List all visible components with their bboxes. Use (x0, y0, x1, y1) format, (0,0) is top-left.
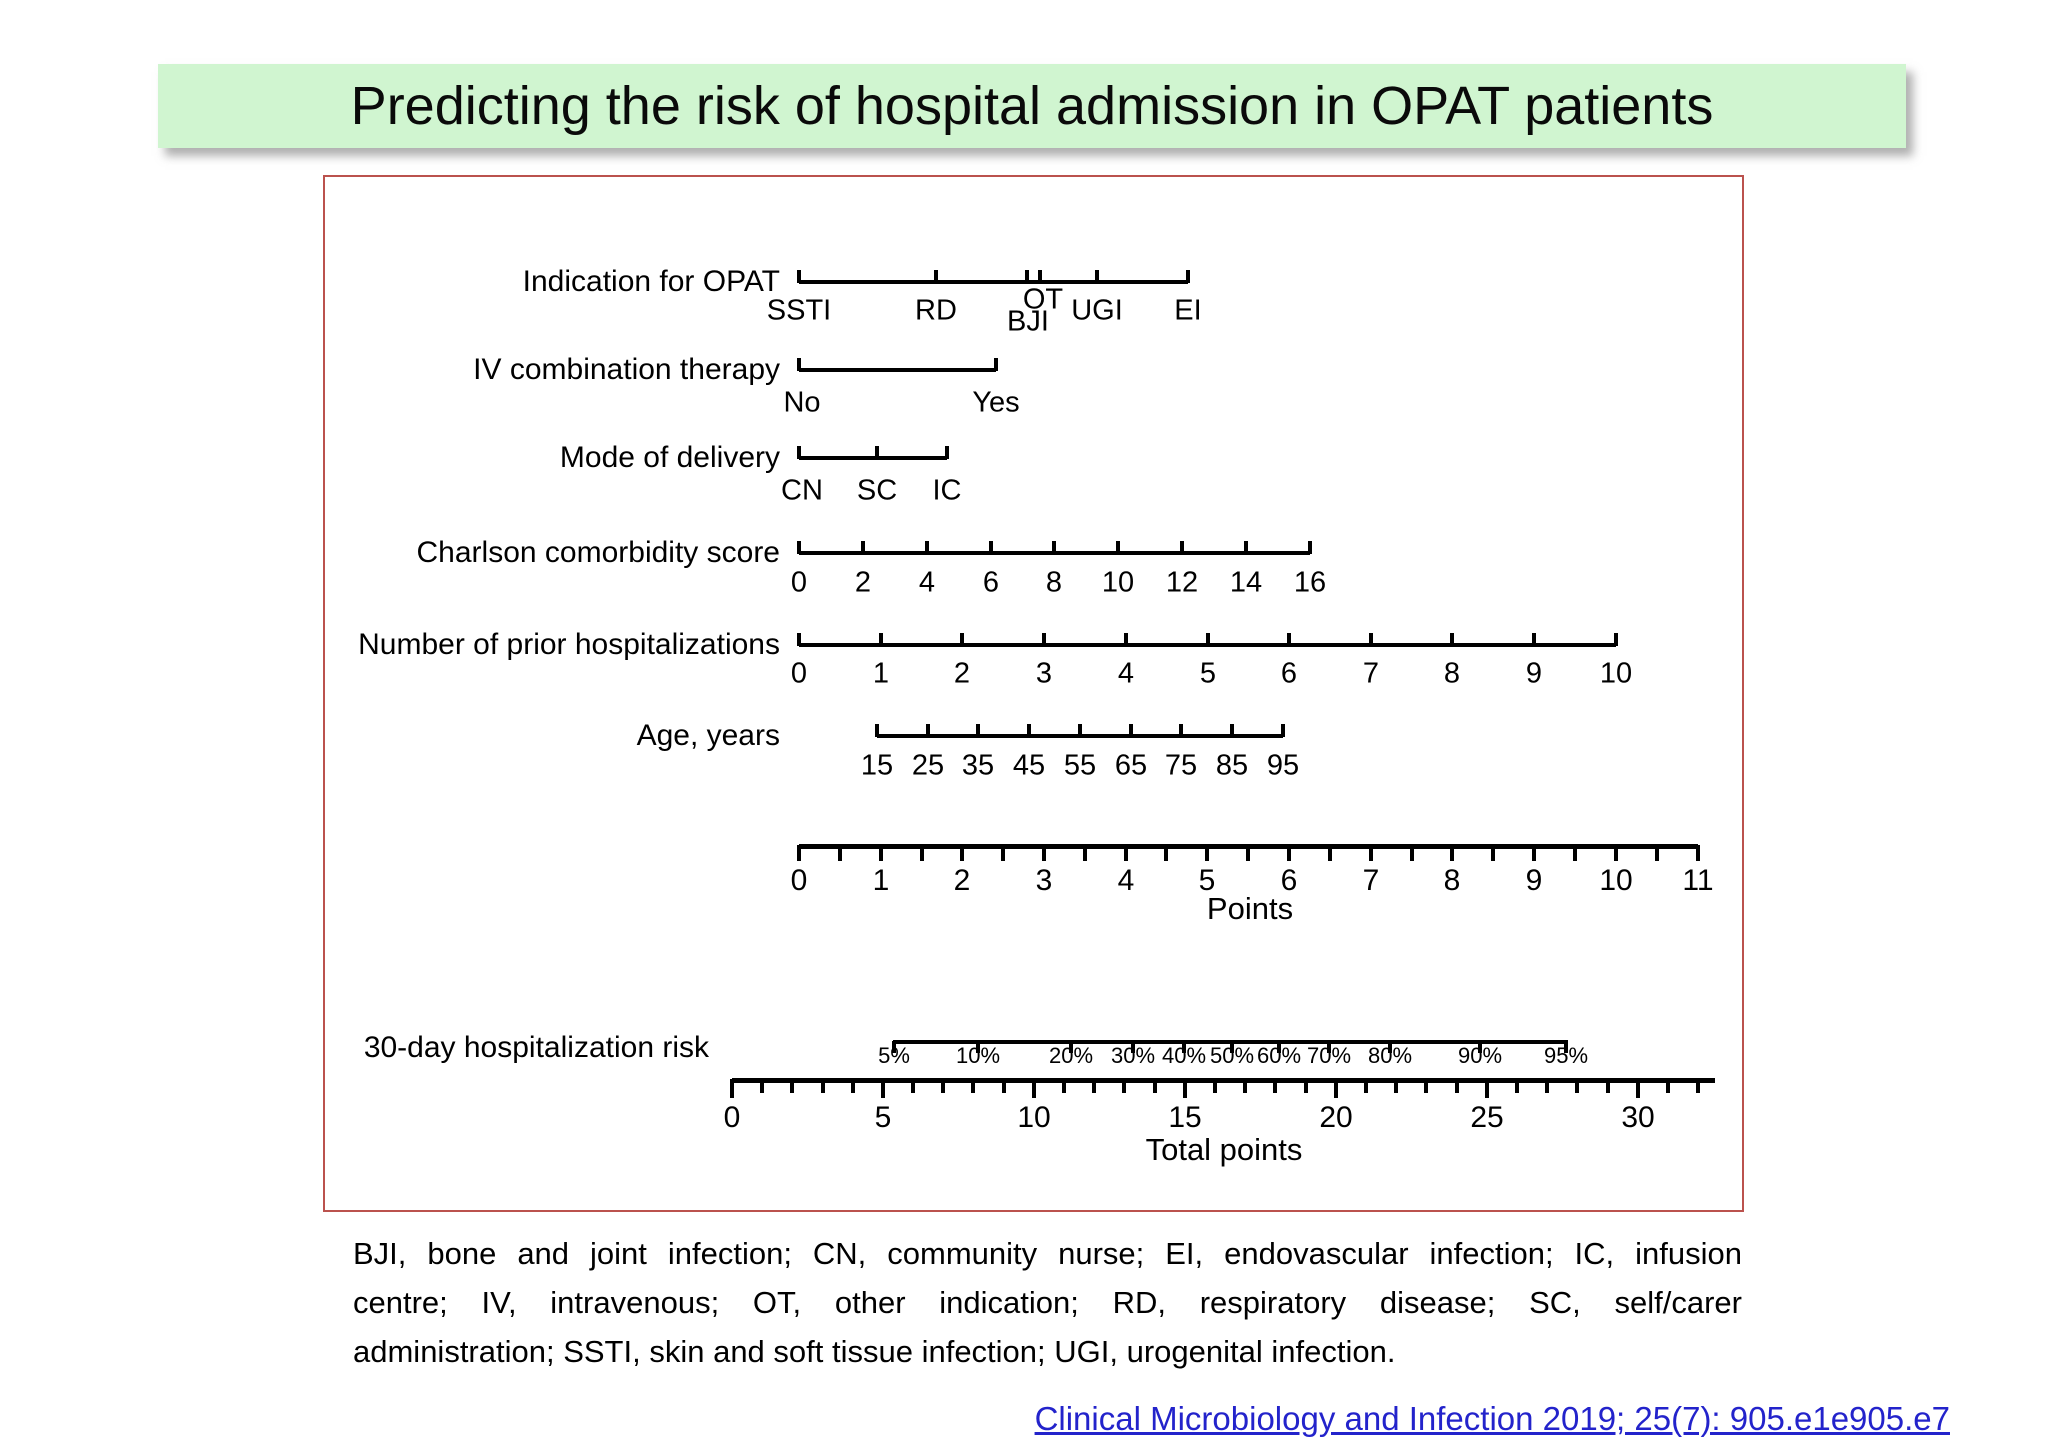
axis-prior-hospitalizations-tick (1206, 633, 1210, 646)
axis-total-points-tick (911, 1079, 915, 1093)
axis-risk-tick-label: 90% (1457, 1043, 1503, 1068)
axis-total-points-tick (1153, 1079, 1157, 1093)
axis-risk-tick-label: 70% (1306, 1043, 1352, 1068)
axis-prior-hospitalizations-tick (1042, 633, 1046, 646)
axis-points-tick-label: 1 (872, 864, 890, 897)
footnote-line: centre; IV, intravenous; OT, other indication; RD, respiratory disease; SC, self/carer (353, 1285, 1742, 1320)
axis-age-years-tick (1129, 724, 1133, 737)
axis-age-years-tick (1078, 724, 1082, 737)
axis-total-points-tick (1515, 1079, 1519, 1093)
axis-prior-hospitalizations-tick-label: 1 (872, 657, 890, 690)
axis-points-tick-label: 6 (1280, 864, 1298, 897)
axis-indication-tick (1038, 270, 1042, 283)
axis-indication-row-label: Indication for OPAT (522, 265, 780, 298)
axis-total-points-tick (1606, 1079, 1610, 1093)
axis-charlson-score-tick-label: 12 (1165, 566, 1199, 599)
axis-total-points-tick (1183, 1079, 1187, 1098)
axis-age-years-tick-label: 75 (1164, 749, 1198, 782)
axis-points-tick-label: 5 (1198, 864, 1216, 897)
axis-risk-tick-label: 30% (1110, 1043, 1156, 1068)
axis-total-points-tick (1122, 1079, 1126, 1093)
axis-total-points-tick (1575, 1079, 1579, 1093)
axis-total-points-tick (1636, 1079, 1640, 1098)
axis-charlson-score-tick-label: 4 (918, 566, 936, 599)
axis-prior-hospitalizations-row-label: Number of prior hospitalizations (358, 628, 780, 661)
axis-points-tick-label: 2 (953, 864, 971, 897)
axis-total-points-tick (941, 1079, 945, 1093)
axis-mode-of-delivery-tick (875, 446, 879, 459)
axis-points-tick-label: 8 (1443, 864, 1461, 897)
axis-age-years-tick-label: 25 (911, 749, 945, 782)
axis-iv-combination-therapy-tick-label: No (783, 386, 821, 419)
axis-indication-tick-label: SSTI (766, 294, 832, 327)
axis-indication-tick-label: BJI (1007, 305, 1049, 338)
axis-age-years-tick-label: 35 (961, 749, 995, 782)
axis-age-years-tick (1281, 724, 1285, 737)
axis-total-points-tick (730, 1079, 734, 1098)
axis-charlson-score-tick (925, 541, 929, 554)
axis-age-years-tick (926, 724, 930, 737)
axis-prior-hospitalizations-tick-label: 9 (1525, 657, 1543, 690)
axis-charlson-score-tick (1052, 541, 1056, 554)
axis-points-tick-label: 7 (1362, 864, 1380, 897)
axis-age-years-tick (875, 724, 879, 737)
page-title: Predicting the risk of hospital admission in OPAT patients (350, 76, 1714, 136)
axis-points-tick (1696, 845, 1700, 861)
axis-points-tick (960, 845, 964, 861)
axis-points-tick-label: 11 (1682, 864, 1714, 897)
axis-total-points-tick (971, 1079, 975, 1093)
axis-age-years-tick-label: 15 (860, 749, 894, 782)
axis-charlson-score-tick (1180, 541, 1184, 554)
axis-prior-hospitalizations-tick (1287, 633, 1291, 646)
axis-points-tick (838, 845, 842, 861)
axis-charlson-score-tick (797, 541, 801, 554)
axis-points-tick-label: 0 (790, 864, 808, 897)
axis-risk-tick-label: 5% (878, 1043, 910, 1068)
axis-charlson-score-tick-label: 8 (1045, 566, 1063, 599)
axis-total-points-tick (1062, 1079, 1066, 1093)
axis-prior-hospitalizations-tick (1369, 633, 1373, 646)
axis-iv-combination-therapy-line (799, 368, 996, 372)
axis-charlson-score-tick (1244, 541, 1248, 554)
axis-mode-of-delivery-row-label: Mode of delivery (559, 441, 780, 474)
axis-indication-line (799, 280, 1188, 284)
axis-points-tick-label: 3 (1035, 864, 1053, 897)
axis-points-tick-label: 9 (1525, 864, 1543, 897)
axis-prior-hospitalizations-tick (1532, 633, 1536, 646)
axis-charlson-score-tick (861, 541, 865, 554)
axis-total-points-tick (1334, 1079, 1338, 1098)
axis-mode-of-delivery-line (799, 456, 947, 460)
axis-points-tick (1287, 845, 1291, 861)
axis-indication-tick (1095, 270, 1099, 283)
axis-age-years-tick-label: 45 (1012, 749, 1046, 782)
axis-points-tick (1573, 845, 1577, 861)
axis-charlson-score-tick (1308, 541, 1312, 554)
axis-age-years-row-label: Age, years (636, 719, 780, 752)
axis-points-tick (879, 845, 883, 861)
axis-total-points-line (732, 1078, 1715, 1083)
axis-points-tick (1532, 845, 1536, 861)
axis-points-tick (1164, 845, 1168, 861)
axis-charlson-score-tick-label: 6 (982, 566, 1000, 599)
axis-total-points-tick (1273, 1079, 1277, 1093)
axis-points-tick (1001, 845, 1005, 861)
axis-total-points-tick (1696, 1079, 1700, 1093)
axis-points-tick (1614, 845, 1618, 861)
axis-total-points-tick (881, 1079, 885, 1098)
axis-indication-tick-label: OT (1022, 283, 1064, 316)
axis-risk-tick-label: 95% (1543, 1043, 1589, 1068)
axis-indication-tick (797, 270, 801, 283)
axis-age-years-tick (1027, 724, 1031, 737)
axis-points-tick (1655, 845, 1659, 861)
axis-iv-combination-therapy-row-label: IV combination therapy (473, 353, 780, 386)
axis-total-points-tick (821, 1079, 825, 1093)
axis-prior-hospitalizations-tick-label: 8 (1443, 657, 1461, 690)
axis-risk-tick-label: 40% (1161, 1043, 1207, 1068)
axis-points-tick (920, 845, 924, 861)
axis-prior-hospitalizations-tick-label: 4 (1117, 657, 1135, 690)
axis-total-points-tick-label: 15 (1168, 1101, 1202, 1134)
axis-total-points-tick (1243, 1079, 1247, 1093)
axis-prior-hospitalizations-tick-label: 0 (790, 657, 808, 690)
axis-age-years-tick-label: 95 (1266, 749, 1300, 782)
axis-charlson-score-tick (1116, 541, 1120, 554)
axis-total-points-tick (851, 1079, 855, 1093)
axis-charlson-score-tick (989, 541, 993, 554)
axis-mode-of-delivery-tick-label: IC (932, 474, 962, 507)
axis-prior-hospitalizations-tick (879, 633, 883, 646)
axis-mode-of-delivery-tick (797, 446, 801, 459)
axis-risk-tick-label: 20% (1048, 1043, 1094, 1068)
title-banner (158, 64, 1906, 148)
axis-age-years-tick (976, 724, 980, 737)
axis-risk-tick-label: 50% (1209, 1043, 1255, 1068)
axis-prior-hospitalizations-tick (1614, 633, 1618, 646)
axis-points-tick (1410, 845, 1414, 861)
axis-prior-hospitalizations-tick (960, 633, 964, 646)
axis-total-points-tick (1092, 1079, 1096, 1093)
axis-age-years-tick-label: 85 (1215, 749, 1249, 782)
axis-total-points-tick (1304, 1079, 1308, 1093)
axis-charlson-score-tick-label: 10 (1101, 566, 1135, 599)
footnote-line: administration; SSTI, skin and soft tissue infection; UGI, urogenital infection. (353, 1334, 1396, 1369)
axis-total-points-tick-label: 0 (723, 1101, 741, 1134)
axis-points-tick (797, 845, 801, 861)
axis-total-points-tick (1424, 1079, 1428, 1093)
axis-total-points-tick (1485, 1079, 1489, 1098)
axis-iv-combination-therapy-tick-label: Yes (972, 386, 1020, 419)
axis-prior-hospitalizations-tick-label: 2 (953, 657, 971, 690)
axis-mode-of-delivery-tick-label: SC (856, 474, 898, 507)
axis-age-years-tick (1230, 724, 1234, 737)
axis-prior-hospitalizations-tick (1124, 633, 1128, 646)
axis-prior-hospitalizations-tick-label: 7 (1362, 657, 1380, 690)
axis-total-points-tick-label: 5 (874, 1101, 892, 1134)
axis-total-points-tick-label: 30 (1621, 1101, 1655, 1134)
axis-total-points-tick (1213, 1079, 1217, 1093)
axis-total-points-tick (1666, 1079, 1670, 1093)
axis-points-tick-label: 10 (1599, 864, 1633, 897)
axis-risk-tick-label: 60% (1256, 1043, 1302, 1068)
axis-prior-hospitalizations-tick (1450, 633, 1454, 646)
axis-total-points-tick (760, 1079, 764, 1093)
axis-total-points-tick (790, 1079, 794, 1093)
axis-prior-hospitalizations-tick (797, 633, 801, 646)
axis-total-points-title: Total points (1145, 1132, 1303, 1167)
axis-total-points-tick-label: 25 (1470, 1101, 1504, 1134)
axis-indication-tick (934, 270, 938, 283)
axis-total-points-tick (1455, 1079, 1459, 1093)
axis-mode-of-delivery-tick-label: CN (781, 474, 823, 507)
axis-points-tick (1042, 845, 1046, 861)
axis-indication-tick (1025, 270, 1029, 283)
footnote-line: BJI, bone and joint infection; CN, community nurse; EI, endovascular infection; IC, infusion (353, 1236, 1742, 1271)
axis-points-tick-label: 4 (1117, 864, 1135, 897)
axis-prior-hospitalizations-tick-label: 6 (1280, 657, 1298, 690)
axis-iv-combination-therapy-tick (797, 358, 801, 371)
axis-prior-hospitalizations-tick-label: 3 (1035, 657, 1053, 690)
axis-points-tick (1205, 845, 1209, 861)
axis-total-points-tick (1545, 1079, 1549, 1093)
axis-age-years-tick (1179, 724, 1183, 737)
axis-total-points-tick-label: 10 (1017, 1101, 1051, 1134)
axis-mode-of-delivery-tick (945, 446, 949, 459)
axis-points-title: Points (1206, 891, 1294, 926)
axis-risk-tick-label: 10% (955, 1043, 1001, 1068)
axis-prior-hospitalizations-tick-label: 10 (1599, 657, 1633, 690)
axis-charlson-score-tick-label: 0 (790, 566, 808, 599)
axis-age-years-tick-label: 65 (1114, 749, 1148, 782)
abbreviations-footnote (353, 1229, 1742, 1376)
axis-indication-tick-label: UGI (1071, 294, 1123, 327)
axis-charlson-score-row-label: Charlson comorbidity score (416, 536, 780, 569)
axis-indication-tick (1186, 270, 1190, 283)
axis-total-points-tick (1002, 1079, 1006, 1093)
axis-risk-row-label: 30-day hospitalization risk (363, 1031, 709, 1064)
axis-indication-tick-label: EI (1174, 294, 1202, 327)
axis-charlson-score-tick-label: 16 (1293, 566, 1327, 599)
citation-link[interactable]: Clinical Microbiology and Infection 2019; 25(7): 905.e1e905.e7 (1034, 1400, 1950, 1437)
axis-total-points-tick (1032, 1079, 1036, 1098)
axis-indication-tick-label: RD (915, 294, 957, 327)
axis-charlson-score-tick-label: 2 (854, 566, 872, 599)
axis-prior-hospitalizations-tick-label: 5 (1199, 657, 1217, 690)
axis-points-tick (1124, 845, 1128, 861)
axis-points-tick (1328, 845, 1332, 861)
axis-charlson-score-tick-label: 14 (1229, 566, 1263, 599)
axis-iv-combination-therapy-tick (994, 358, 998, 371)
axis-risk-tick-label: 80% (1367, 1043, 1413, 1068)
axis-points-tick (1450, 845, 1454, 861)
axis-points-tick (1083, 845, 1087, 861)
axis-total-points-tick-label: 20 (1319, 1101, 1353, 1134)
axis-age-years-tick-label: 55 (1063, 749, 1097, 782)
axis-points-tick (1491, 845, 1495, 861)
axis-total-points-tick (1364, 1079, 1368, 1093)
axis-points-tick (1246, 845, 1250, 861)
axis-points-tick (1369, 845, 1373, 861)
axis-total-points-tick (1394, 1079, 1398, 1093)
